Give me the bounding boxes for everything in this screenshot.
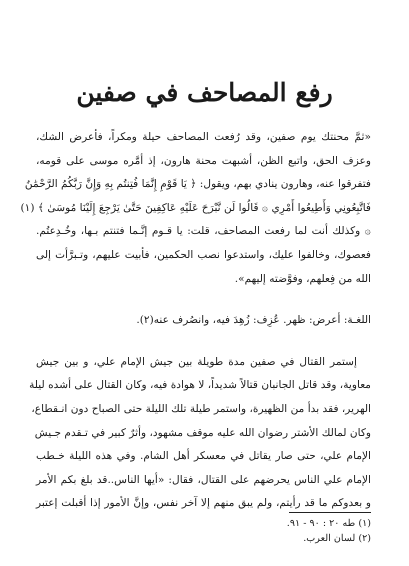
paragraph-gap: [36, 291, 371, 309]
text-line: فعصوك، وخالفوا عليك، واستدعوا نصب الحكمين، فأبيت عليهم، وتـبرَّأت إلى: [36, 248, 371, 261]
text-line: فَاتَّبِعُونِي وَأَطِيعُوا أَمْرِي ۞ قَالُوا لَن نَّبْرَحَ عَلَيْهِ عَاكِفِينَ حَتَّىٰ يَرْجِعَ إِلَيْنَا مُوسَىٰ ﴾ (١): [20, 201, 371, 214]
footnote-1: (١) طه ٢٠ : ٩٠ - ٩١.: [286, 518, 371, 529]
narrative-paragraph: [29, 351, 371, 516]
text-line: الإمام علي، حتى صار يقاتل في معسكر أهل الشام. وفي هذه الليلة خـطب: [36, 450, 371, 463]
text-line: الله من فِعلهم، وفوَّضته إليهم».: [234, 272, 371, 285]
text-line: و بعدوكم ما قد رأيتم، ولم يبق منهم إلا آخر نفس، وإنَّ الأمور إذا أقبلت إعتبر: [36, 497, 371, 510]
paragraph-gap: [36, 333, 371, 351]
text-line: إستمر القتال في صفين مدة طويلة بين جيش الإمام علي، و بين جيش: [36, 355, 357, 368]
body-text: [20, 126, 371, 516]
footnote-divider: [289, 512, 371, 513]
text-line: ۞ وكذلك أنت لما رفعت المصاحف، قلت: يا قـوم إنَّـما فتنتم بـها، وخُـدِعتُم.: [36, 225, 371, 238]
page-title: رفع المصاحف في صفين: [76, 78, 333, 107]
text-line: وعزف الحق، واتبع الظن، أشبهت محنة هارون، إذ أمَّره موسى على قومه،: [36, 154, 371, 167]
text-line: اللغـة: أعرض: ظهر. عُزِف: زُهِدَ فيه، وانصُرف عنه(٢).: [136, 314, 371, 327]
language-note: [36, 309, 371, 333]
footnotes: [287, 516, 371, 546]
footnote-2: (٢) لسان العرب.: [303, 533, 371, 544]
text-line: وكان لمالك الأشتر رضوان الله عليه موقف مشهود، وأثرٌ كبير في تـقدم جـيش: [34, 426, 371, 439]
text-line: فتفرقوا عنه، وهارون ينادي بهم، ويقول: ﴿ يَا قَوْمِ إِنَّمَا فُتِنتُم بِهِ وَإِنَّ رَبَّكُمُ الرَّحْمَٰنُ: [24, 178, 371, 191]
text-line: معاوية، وقد قاتل الجانبان قتالاً شديداً، لا هوادة فيه، وكان القتال على أشده ليلة: [29, 379, 371, 392]
quote-paragraph: [20, 126, 371, 291]
text-line: الهرير، فقد بدأ من الظهيرة، واستمر طيلة تلك الليلة حتى الصباح دون انـقطاع،: [31, 402, 371, 415]
text-line: الإمام علي الناس يحرضهم على القتال، فقال: «أيها الناس..قد بلغ بكم الأمر: [36, 473, 371, 486]
text-line: «ثمَّ محنتك يوم صفين، وقد رُفعت المصاحف حيلة ومكراً، فأعرض الشك،: [36, 131, 371, 143]
